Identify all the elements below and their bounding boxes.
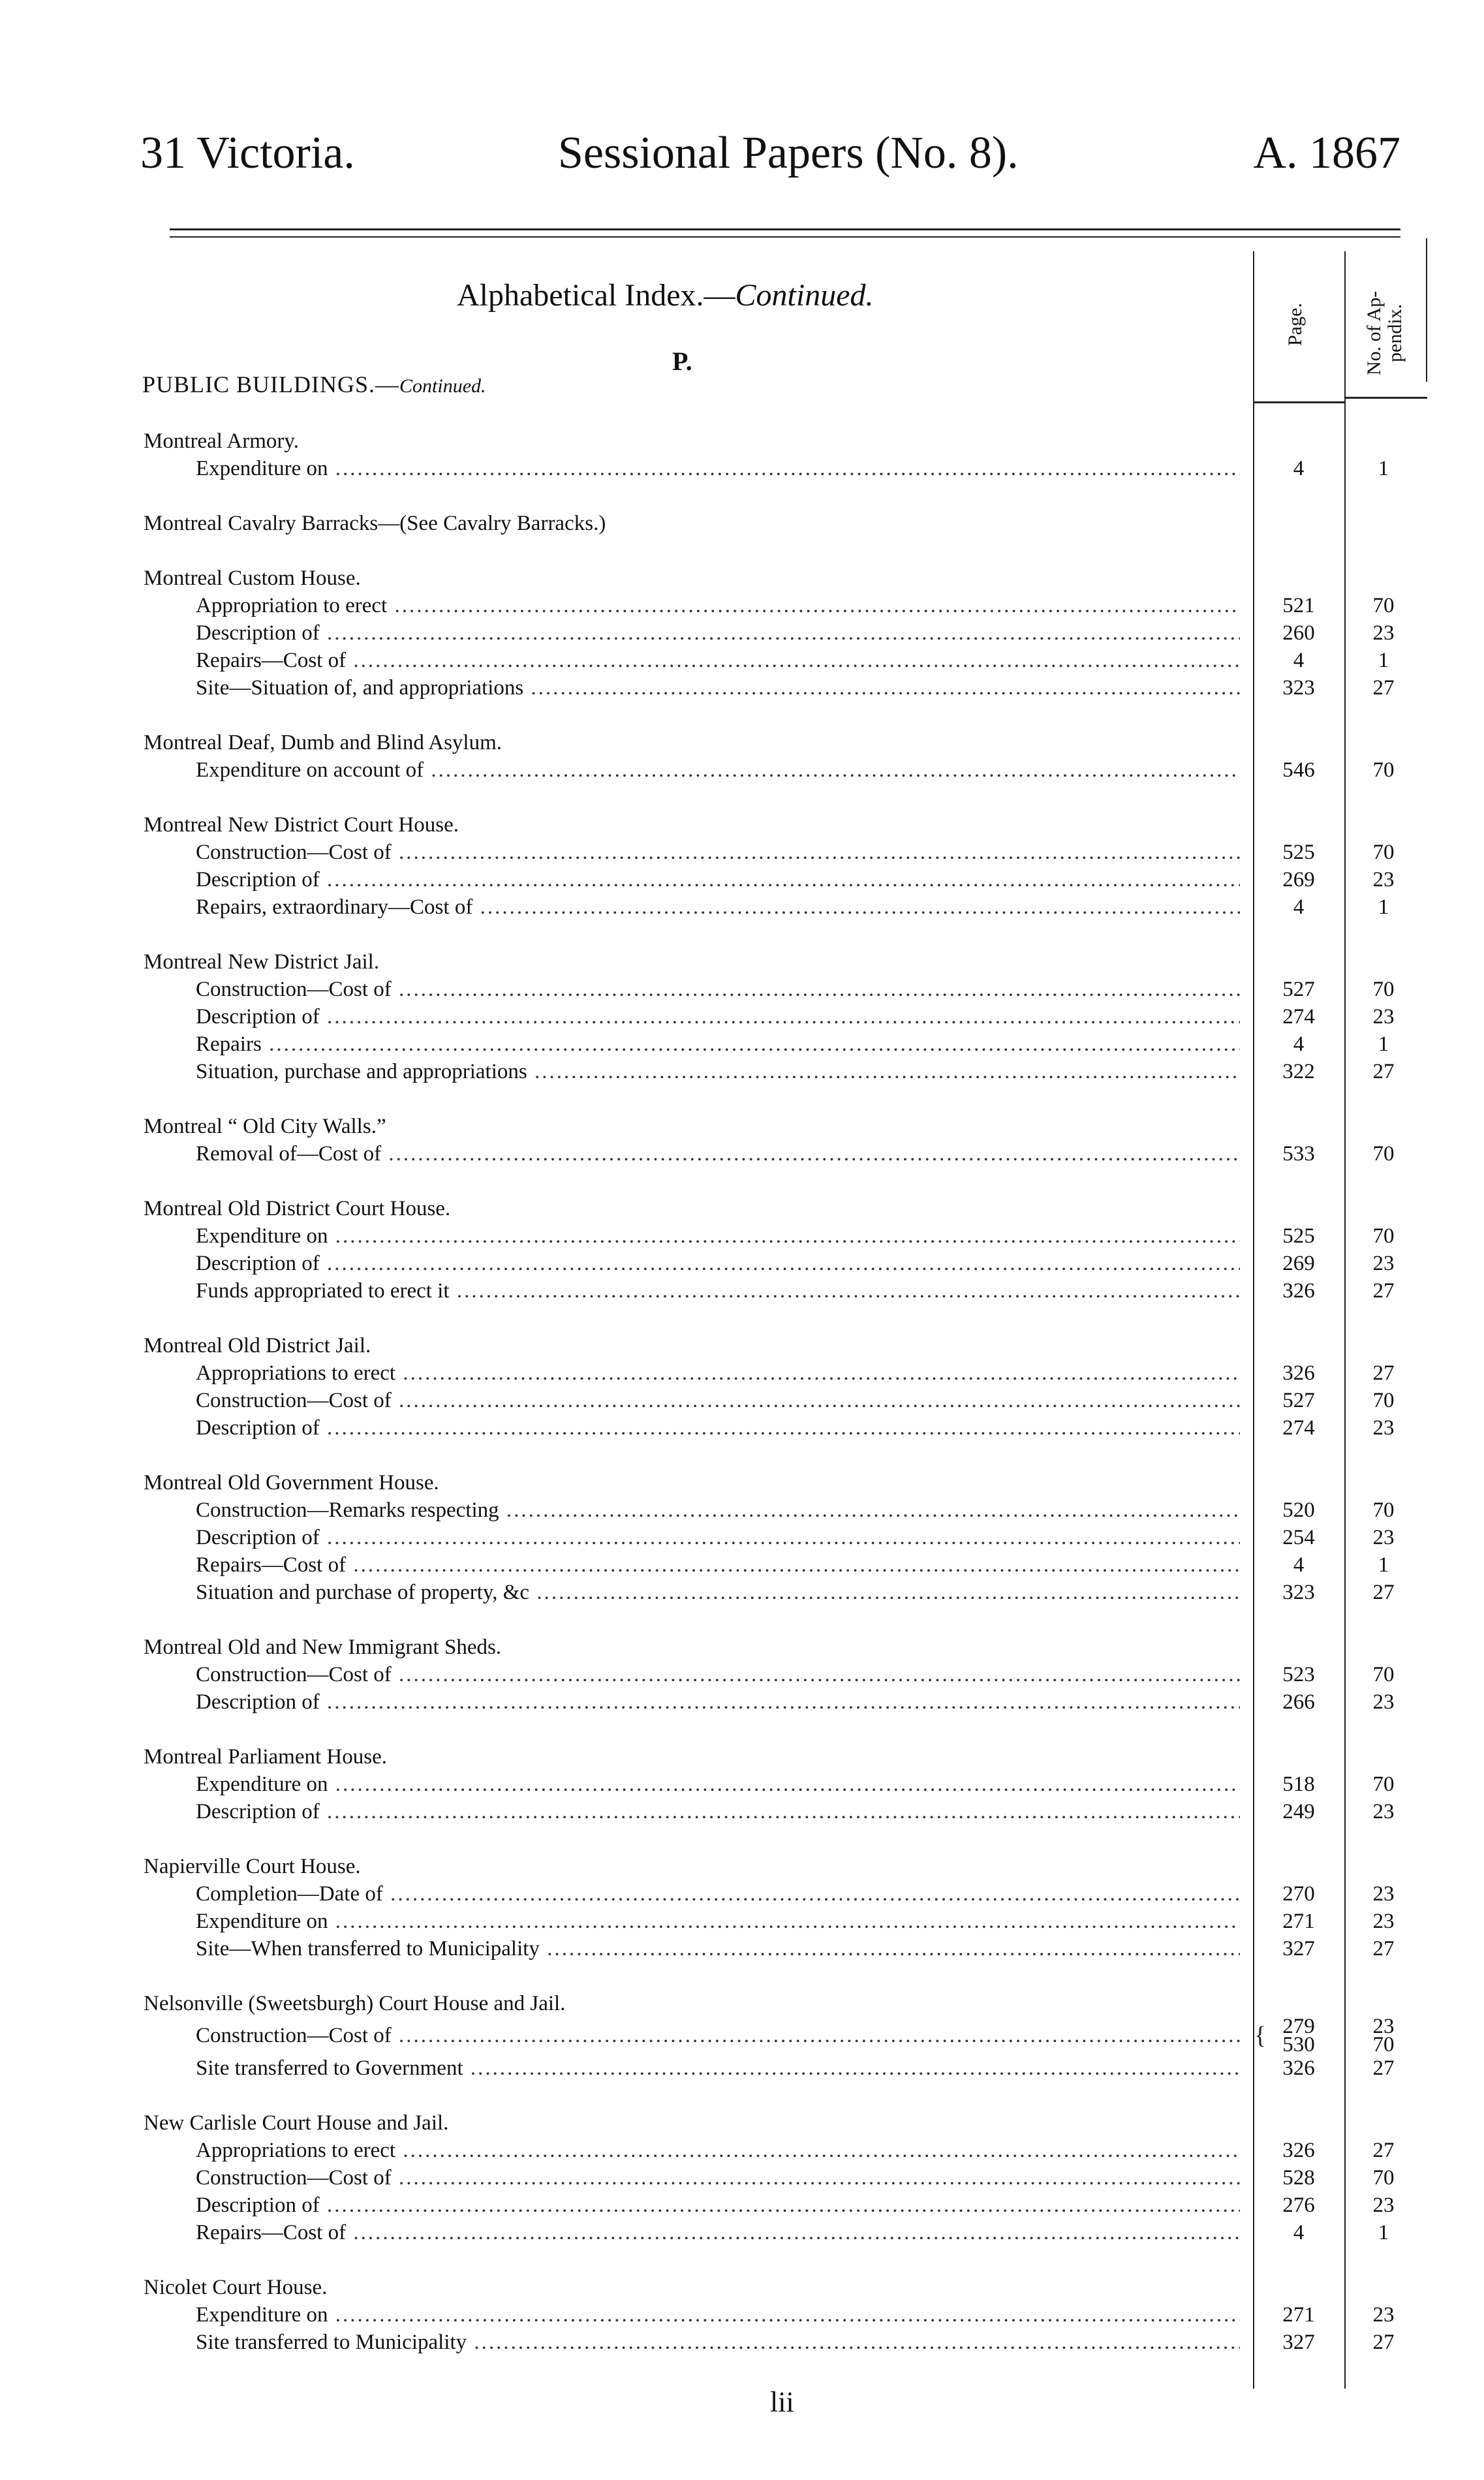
row-label: Expenditure on .....	[196, 455, 1240, 482]
row-label: Description of .....	[196, 1524, 1240, 1551]
entry-title: Montreal New District Court House.	[144, 813, 459, 837]
index-title-continued: Continued.	[735, 278, 874, 313]
entry-row	[0, 1058, 1484, 1085]
appendix-ref: 1	[1378, 895, 1389, 919]
appendix-header-line1: No. of Ap-	[1363, 290, 1385, 375]
entry-row	[0, 1414, 1484, 1442]
index-title	[457, 277, 874, 313]
page-ref: 271	[1282, 2303, 1315, 2327]
entry-row	[0, 1222, 1484, 1250]
section-continued: Continued.	[399, 375, 486, 397]
appendix-ref-primary: 23	[1372, 2015, 1395, 2038]
entry-title: Montreal Parliament House.	[144, 1745, 387, 1769]
page-ref: 518	[1282, 1773, 1315, 1796]
page-number: lii	[770, 2386, 794, 2418]
entry-title: Nicolet Court House.	[144, 2276, 328, 2299]
index-entry	[0, 427, 1484, 482]
index-entry	[0, 1853, 1484, 1962]
header-left: 31 Victoria.	[140, 128, 355, 178]
entry-row	[0, 2301, 1484, 2329]
page-ref: 4	[1293, 649, 1305, 672]
page-ref: 525	[1282, 1224, 1315, 1248]
row-label: Construction—Cost of .....	[196, 976, 1240, 1003]
row-label: Description of .....	[196, 1688, 1240, 1716]
index-entry	[0, 1469, 1484, 1606]
page-ref: 327	[1282, 1937, 1315, 1961]
appendix-ref: 27	[1372, 1361, 1395, 1385]
row-label: Repairs, extraordinary—Cost of .....	[196, 893, 1240, 921]
appendix-ref: 23	[1372, 621, 1395, 645]
appendix-ref: 27	[1372, 1279, 1395, 1303]
page-ref: 274	[1282, 1416, 1315, 1440]
page-ref: 523	[1282, 1663, 1315, 1686]
appendix-ref: 23	[1372, 1800, 1395, 1823]
row-label: Removal of—Cost of .....	[196, 1140, 1240, 1168]
entry-row	[0, 893, 1484, 921]
appendix-ref: 23	[1372, 1882, 1395, 1906]
appendix-ref: 27	[1372, 1937, 1395, 1961]
index-entry	[0, 1113, 1484, 1168]
page-ref: 326	[1282, 2139, 1315, 2162]
page-ref: 327	[1282, 2331, 1315, 2354]
row-label: Expenditure on account of .....	[196, 756, 1240, 784]
brace-mark: {	[1254, 2022, 1267, 2049]
row-label: Repairs—Cost of .....	[196, 2219, 1240, 2246]
row-label: Site—When transferred to Municipality .....	[196, 1935, 1240, 1962]
page-ref: 249	[1282, 1800, 1315, 1823]
index-entry	[0, 1195, 1484, 1305]
page-ref: 269	[1282, 868, 1315, 891]
page-column-header: Page.	[1284, 303, 1306, 346]
page-ref: 322	[1282, 1060, 1315, 1083]
entry-row	[0, 647, 1484, 674]
index-entry	[0, 1634, 1484, 1716]
row-label: Situation, purchase and appropriations .....	[196, 1058, 1240, 1085]
entry-row	[0, 2054, 1484, 2082]
row-label: Description of .....	[196, 619, 1240, 647]
entry-title: Montreal Old Government House.	[144, 1471, 439, 1495]
appendix-ref: 27	[1372, 2331, 1395, 2354]
entry-row	[0, 1524, 1484, 1551]
row-label: Construction—Remarks respecting .....	[196, 1496, 1240, 1524]
row-label: Repairs—Cost of .....	[196, 1551, 1240, 1579]
page-ref: 274	[1282, 1005, 1315, 1029]
entry-row	[0, 839, 1484, 866]
entry-row	[0, 866, 1484, 893]
entry-title: Montreal New District Jail.	[144, 950, 380, 974]
page-ref: 521	[1282, 594, 1315, 617]
page-ref: 533	[1282, 1142, 1315, 1166]
page-ref: 525	[1282, 841, 1315, 864]
column-divider	[1426, 238, 1427, 382]
entry-row	[0, 1496, 1484, 1524]
entry-row	[0, 455, 1484, 482]
entry-row	[0, 1579, 1484, 1606]
row-label: Funds appropriated to erect it .....	[196, 1277, 1240, 1305]
page-ref: 4	[1293, 457, 1305, 480]
index-entry	[0, 510, 1484, 537]
index-entry	[0, 1332, 1484, 1442]
entry-title: Napierville Court House.	[144, 1855, 361, 1878]
page-ref: 323	[1282, 1581, 1315, 1604]
entry-title: Montreal Deaf, Dumb and Blind Asylum.	[144, 731, 502, 754]
row-label: Construction—Cost of .....	[196, 839, 1240, 866]
page-ref: 260	[1282, 621, 1315, 645]
appendix-ref: 27	[1372, 2139, 1395, 2162]
entry-row	[0, 2164, 1484, 2192]
appendix-ref: 70	[1372, 1773, 1395, 1796]
entry-title: Montreal Old District Jail.	[144, 1334, 371, 1357]
appendix-ref-secondary: 70	[1372, 2033, 1395, 2056]
row-label: Description of .....	[196, 1250, 1240, 1277]
appendix-ref: 27	[1372, 1060, 1395, 1083]
index-entry	[0, 565, 1484, 702]
page-ref: 528	[1282, 2166, 1315, 2190]
appendix-ref: 1	[1378, 1032, 1389, 1056]
row-label: Description of .....	[196, 1003, 1240, 1031]
appendix-ref: 23	[1372, 1526, 1395, 1549]
page-ref: 4	[1293, 895, 1305, 919]
appendix-ref: 70	[1372, 978, 1395, 1001]
entry-row	[0, 1908, 1484, 1935]
row-label: Description of .....	[196, 866, 1240, 893]
page-ref: 527	[1282, 978, 1315, 1001]
index-letter: P.	[672, 347, 692, 376]
row-label: Expenditure on .....	[196, 1771, 1240, 1798]
page-ref: 326	[1282, 2056, 1315, 2080]
section-heading	[142, 371, 486, 398]
appendix-ref: 23	[1372, 1416, 1395, 1440]
section-name: PUBLIC BUILDINGS.—	[142, 371, 400, 397]
appendix-ref: 70	[1372, 1142, 1395, 1166]
entry-row	[0, 1935, 1484, 1962]
page-ref: 276	[1282, 2193, 1315, 2217]
appendix-ref	[1344, 2017, 1423, 2054]
page-ref-secondary: 530	[1282, 2033, 1315, 2056]
row-label: Construction—Cost of .....	[196, 2164, 1240, 2192]
entry-row	[0, 756, 1484, 784]
row-label: Situation and purchase of property, &c .....	[196, 1579, 1240, 1606]
row-label: Description of .....	[196, 1798, 1240, 1825]
entry-row	[0, 1688, 1484, 1716]
page-ref: 269	[1282, 1252, 1315, 1275]
appendix-ref: 70	[1372, 1663, 1395, 1686]
appendix-ref: 1	[1378, 1553, 1389, 1577]
row-label: Expenditure on .....	[196, 2301, 1240, 2329]
appendix-ref: 1	[1378, 457, 1389, 480]
entry-row	[0, 2219, 1484, 2246]
index-entry	[0, 729, 1484, 784]
page-ref	[1253, 2017, 1344, 2054]
entry-title: Montreal “ Old City Walls.”	[144, 1115, 386, 1138]
appendix-ref: 23	[1372, 1910, 1395, 1933]
row-label: Appropriation to erect .....	[196, 592, 1240, 619]
entry-row	[0, 1551, 1484, 1579]
entry-row	[0, 619, 1484, 647]
page-ref: 4	[1293, 1553, 1305, 1577]
index-title-main: Alphabetical Index.—	[457, 278, 735, 313]
appendix-ref: 23	[1372, 2193, 1395, 2217]
entry-row	[0, 976, 1484, 1003]
entry-row	[0, 1250, 1484, 1277]
page-ref: 271	[1282, 1910, 1315, 1933]
entry-row	[0, 1140, 1484, 1168]
page-ref: 4	[1293, 1032, 1305, 1056]
page-ref-primary: 279	[1282, 2015, 1315, 2038]
entry-row	[0, 1387, 1484, 1414]
header-underline	[1253, 401, 1344, 403]
entry-row	[0, 1031, 1484, 1058]
appendix-column-header	[1364, 291, 1405, 375]
entry-row	[0, 2017, 1484, 2054]
appendix-ref: 70	[1372, 1224, 1395, 1248]
entry-row	[0, 2192, 1484, 2219]
page-ref: 270	[1282, 1882, 1315, 1906]
page-ref: 326	[1282, 1361, 1315, 1385]
page-ref: 4	[1293, 2221, 1305, 2244]
row-label: Expenditure on .....	[196, 1908, 1240, 1935]
index-entry	[0, 1990, 1484, 2082]
appendix-header-line2: pendix.	[1384, 303, 1406, 362]
row-label: Construction—Cost of .....	[196, 1661, 1240, 1688]
index-entry	[0, 2109, 1484, 2246]
page-ref: 546	[1282, 758, 1315, 782]
entry-row	[0, 674, 1484, 702]
entry-row	[0, 2329, 1484, 2356]
appendix-ref: 23	[1372, 1252, 1395, 1275]
page-ref: 323	[1282, 676, 1315, 700]
entry-title: New Carlisle Court House and Jail.	[144, 2111, 449, 2135]
row-label: Expenditure on .....	[196, 1222, 1240, 1250]
entry-row	[0, 1661, 1484, 1688]
page-ref: 527	[1282, 1389, 1315, 1412]
entry-row	[0, 1003, 1484, 1031]
entry-row	[0, 2137, 1484, 2164]
row-label: Site—Situation of, and appropriations .....	[196, 674, 1240, 702]
entry-title: Montreal Old and New Immigrant Sheds.	[144, 1635, 502, 1659]
row-label: Appropriations to erect .....	[196, 2137, 1240, 2164]
appendix-ref: 27	[1372, 676, 1395, 700]
appendix-ref: 70	[1372, 594, 1395, 617]
row-label: Description of .....	[196, 1414, 1240, 1442]
appendix-ref: 1	[1378, 649, 1389, 672]
page-ref: 254	[1282, 1526, 1315, 1549]
entry-title: Montreal Armory.	[144, 429, 299, 453]
row-label: Description of .....	[196, 2192, 1240, 2219]
index-entry	[0, 2274, 1484, 2356]
appendix-ref: 1	[1378, 2221, 1389, 2244]
appendix-ref: 23	[1372, 2303, 1395, 2327]
row-label: Completion—Date of .....	[196, 1880, 1240, 1908]
appendix-ref: 70	[1372, 841, 1395, 864]
index-entries	[0, 427, 1484, 2383]
entry-row	[0, 1771, 1484, 1798]
row-label: Construction—Cost of .....	[196, 1387, 1240, 1414]
appendix-ref: 27	[1372, 2056, 1395, 2080]
header-right: A. 1867	[1253, 128, 1400, 178]
index-entry	[0, 811, 1484, 921]
row-label: Repairs—Cost of .....	[196, 647, 1240, 674]
entry-row	[0, 1277, 1484, 1305]
page-ref: 520	[1282, 1498, 1315, 1522]
entry-title: Montreal Cavalry Barracks—(See Cavalry Barracks.)	[144, 512, 606, 535]
row-label: Appropriations to erect .....	[196, 1359, 1240, 1387]
header-title: Sessional Papers (No. 8).	[558, 128, 1019, 178]
appendix-ref: 70	[1372, 758, 1395, 782]
entry-row	[0, 1798, 1484, 1825]
index-entry	[0, 1743, 1484, 1825]
appendix-ref: 23	[1372, 1005, 1395, 1029]
row-label: Construction—Cost of .....	[196, 2017, 1240, 2054]
page-ref: 266	[1282, 1690, 1315, 1714]
entry-row	[0, 592, 1484, 619]
appendix-ref: 23	[1372, 868, 1395, 891]
row-label: Site transferred to Government .....	[196, 2054, 1240, 2082]
header-rule	[170, 228, 1400, 230]
entry-row	[0, 1880, 1484, 1908]
entry-title: Nelsonville (Sweetsburgh) Court House and Jail.	[144, 1992, 566, 2015]
row-label: Site transferred to Municipality .....	[196, 2329, 1240, 2356]
appendix-ref: 27	[1372, 1581, 1395, 1604]
entry-title: Montreal Old District Court House.	[144, 1197, 451, 1220]
header-rule-double	[170, 236, 1400, 238]
appendix-ref: 23	[1372, 1690, 1395, 1714]
entry-title: Montreal Custom House.	[144, 566, 361, 590]
entry-row	[0, 1359, 1484, 1387]
page-ref: 326	[1282, 1279, 1315, 1303]
appendix-ref: 70	[1372, 1389, 1395, 1412]
appendix-ref: 70	[1372, 1498, 1395, 1522]
row-label: Repairs .....	[196, 1031, 1240, 1058]
header-underline	[1346, 397, 1427, 399]
index-entry	[0, 948, 1484, 1085]
appendix-ref: 70	[1372, 2166, 1395, 2190]
